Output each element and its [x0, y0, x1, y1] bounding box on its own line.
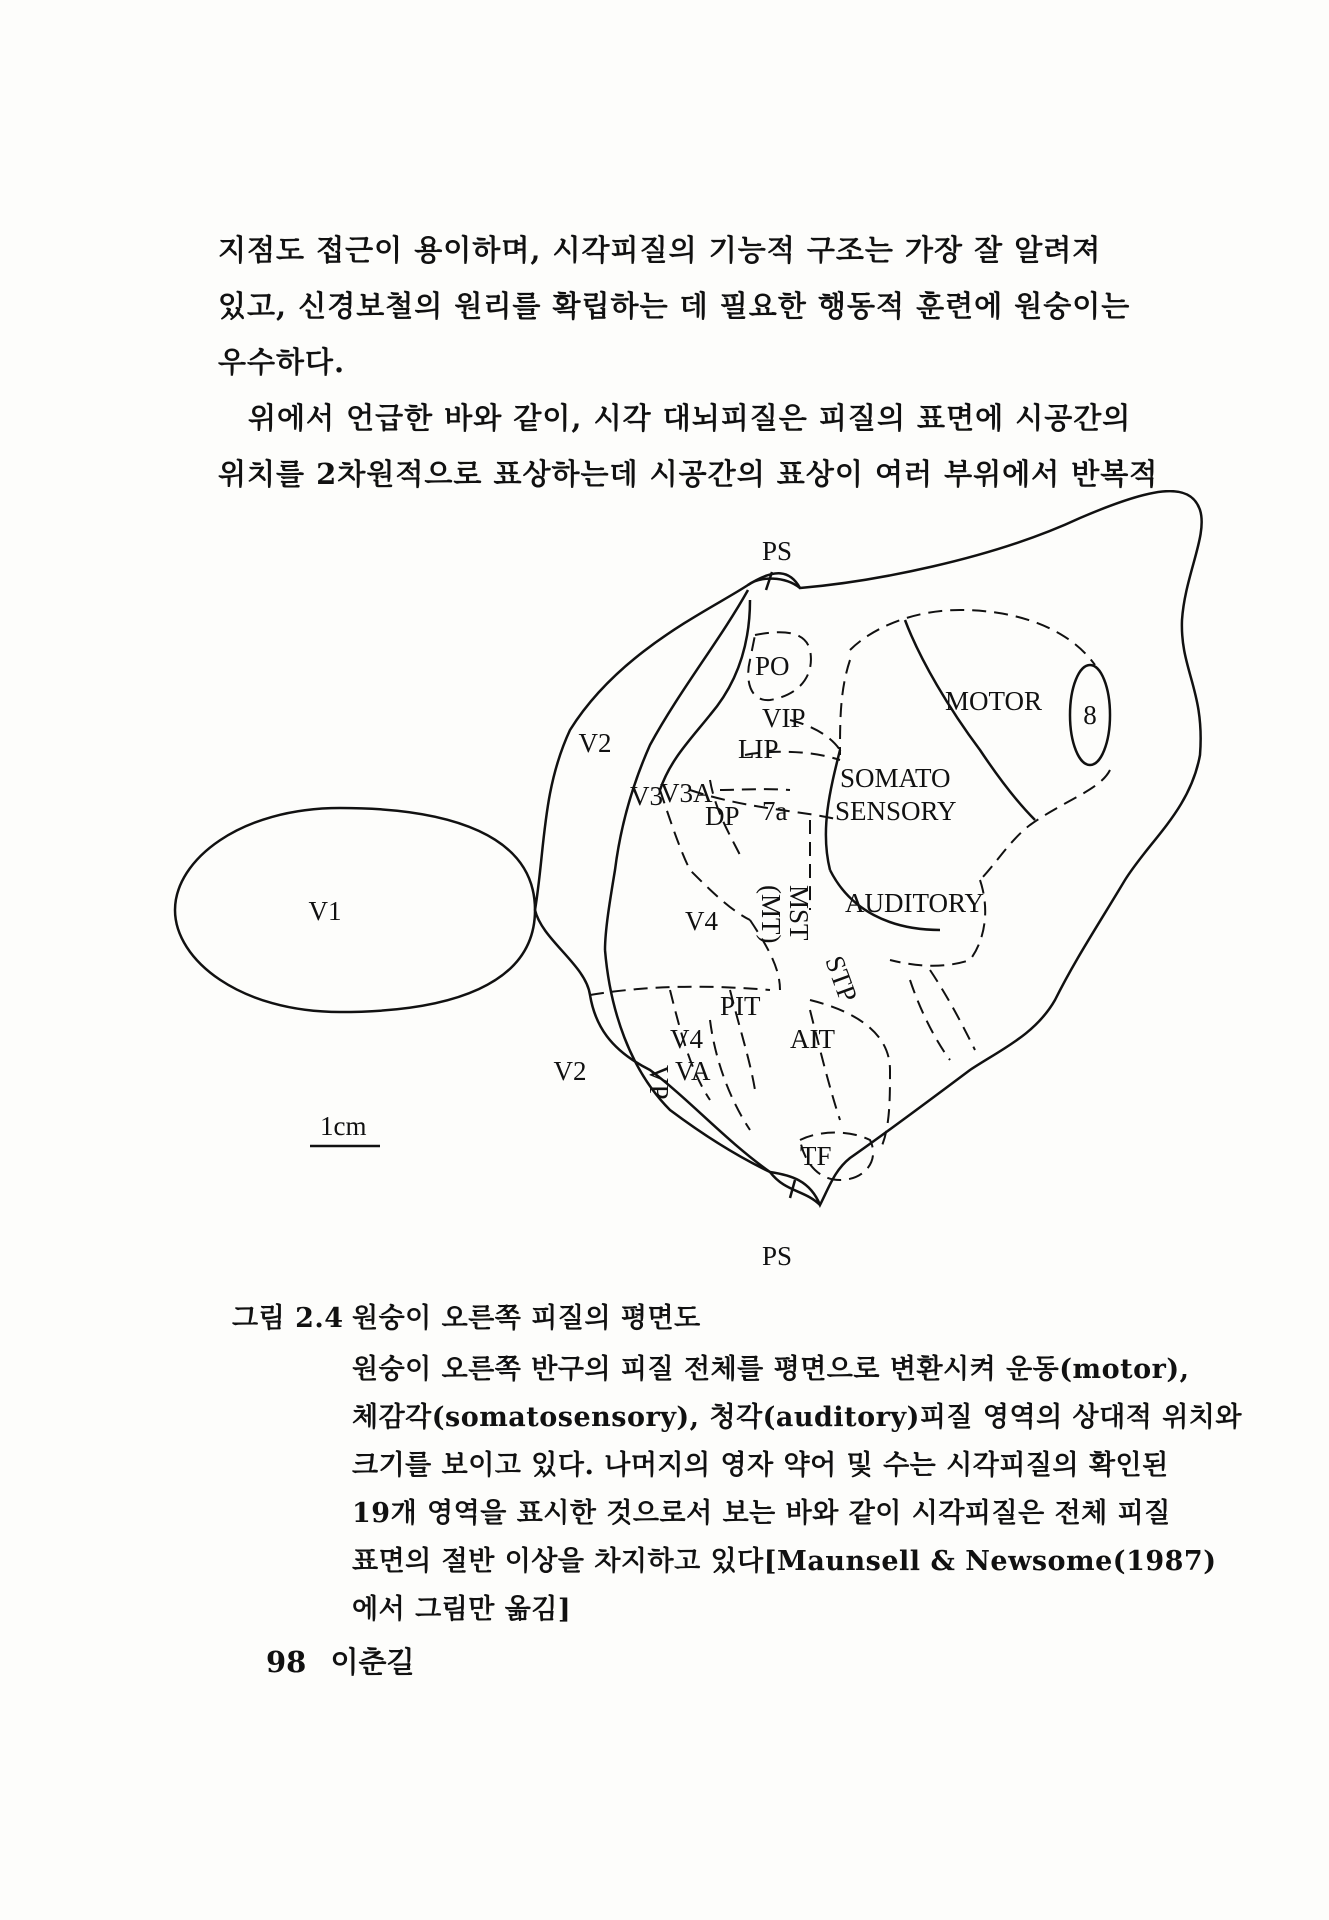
- tf-label: TF: [800, 1141, 832, 1171]
- figure-title: 원숭이 오른쪽 피질의 평면도: [352, 1303, 701, 1334]
- ps-top-arc: [748, 579, 800, 588]
- v2-upper-label: V2: [578, 728, 612, 758]
- stp-dashed-2: [930, 970, 975, 1050]
- v2-lower-label: V2: [553, 1056, 587, 1086]
- v2-v3-boundary-upper: [605, 590, 748, 950]
- body-line-5: 위치를 2차원적으로 표상하는데 시공간의 표상이 여러 부위에서 반복적: [218, 457, 1159, 491]
- page-number: 98: [266, 1645, 307, 1679]
- po-label: PO: [755, 651, 790, 681]
- caption-line-6: 에서 그림만 옮김]: [352, 1594, 572, 1625]
- v1-label: V1: [308, 896, 342, 926]
- area-7a-label: 7a: [762, 796, 788, 826]
- vip-boundary: [840, 660, 850, 755]
- ps-bottom-arc: [770, 1172, 820, 1205]
- v3-label: V3: [630, 781, 663, 811]
- v4-upper-label: V4: [685, 906, 718, 936]
- somato-label: SOMATO: [840, 763, 951, 793]
- motor-label: MOTOR: [945, 686, 1043, 716]
- pit-label: PIT: [720, 991, 761, 1021]
- motor-region-boundary: [850, 610, 1095, 665]
- caption-line-5: 표면의 절반 이상을 차지하고 있다[Maunsell & Newsome(1987): [352, 1546, 1217, 1577]
- dp-label: DP: [705, 801, 740, 831]
- mt-label: (MT): [756, 885, 786, 944]
- ait-label: AIT: [790, 1024, 835, 1054]
- lip-label: LIP: [738, 734, 779, 764]
- vip-label: VIP: [762, 703, 806, 733]
- ait-boundary: [810, 1000, 890, 1150]
- cortex-flat-map-figure: [150, 490, 1210, 1290]
- v4-lower-label: V4: [670, 1024, 703, 1054]
- v3-v3a-boundary: [660, 600, 750, 790]
- author-name: 이춘길: [330, 1645, 415, 1679]
- scale-label: 1cm: [320, 1111, 367, 1141]
- mst-label: MST: [784, 885, 814, 941]
- caption-line-2: 체감각(somatosensory), 청각(auditory)피질 영역의 상대적 위치와: [352, 1402, 1242, 1433]
- area-8-label: 8: [1083, 700, 1097, 730]
- ps-top-label: PS: [761, 536, 793, 566]
- hemisphere-outline: [535, 491, 1202, 1205]
- caption-line-4: 19개 영역을 표시한 것으로서 보는 바와 같이 시각피질은 전체 피질: [352, 1498, 1171, 1529]
- figure-number: 그림 2.4: [232, 1303, 344, 1334]
- v1-outline: [175, 808, 535, 1012]
- auditory-label: AUDITORY: [845, 888, 985, 918]
- caption-line-1: 원숭이 오른쪽 반구의 피질 전체를 평면으로 변환시켜 운동(motor),: [352, 1354, 1190, 1385]
- body-line-3: 우수하다.: [218, 345, 346, 379]
- vp-boundary: [710, 1020, 750, 1130]
- page-footer: [266, 1640, 415, 1681]
- caption-line-3: 크기를 보이고 있다. 나머지의 영자 약어 및 수는 시각피질의 확인된: [352, 1450, 1169, 1481]
- vp-label: VP: [644, 1065, 674, 1100]
- va-label: VA: [675, 1056, 711, 1086]
- cortex-flat-map: [150, 490, 1210, 1290]
- solid-outlines: [175, 491, 1202, 1205]
- ps-bottom-label: PS: [761, 1241, 793, 1271]
- v3a-label: V3A: [660, 778, 713, 808]
- dp-boundary: [720, 789, 790, 790]
- motor-region-lower: [980, 770, 1110, 880]
- stp-label: STP: [819, 951, 864, 1006]
- body-line-1: 지점도 접근이 용이하며, 시각피질의 기능적 구조는 가장 잘 알려져: [218, 233, 1102, 267]
- sensory-label: SENSORY: [835, 796, 957, 826]
- body-line-4: 위에서 언급한 바와 같이, 시각 대뇌피질은 피질의 표면에 시공간의: [248, 401, 1132, 435]
- body-line-2: 있고, 신경보철의 원리를 확립하는 데 필요한 행동적 훈련에 원숭이는: [218, 289, 1131, 323]
